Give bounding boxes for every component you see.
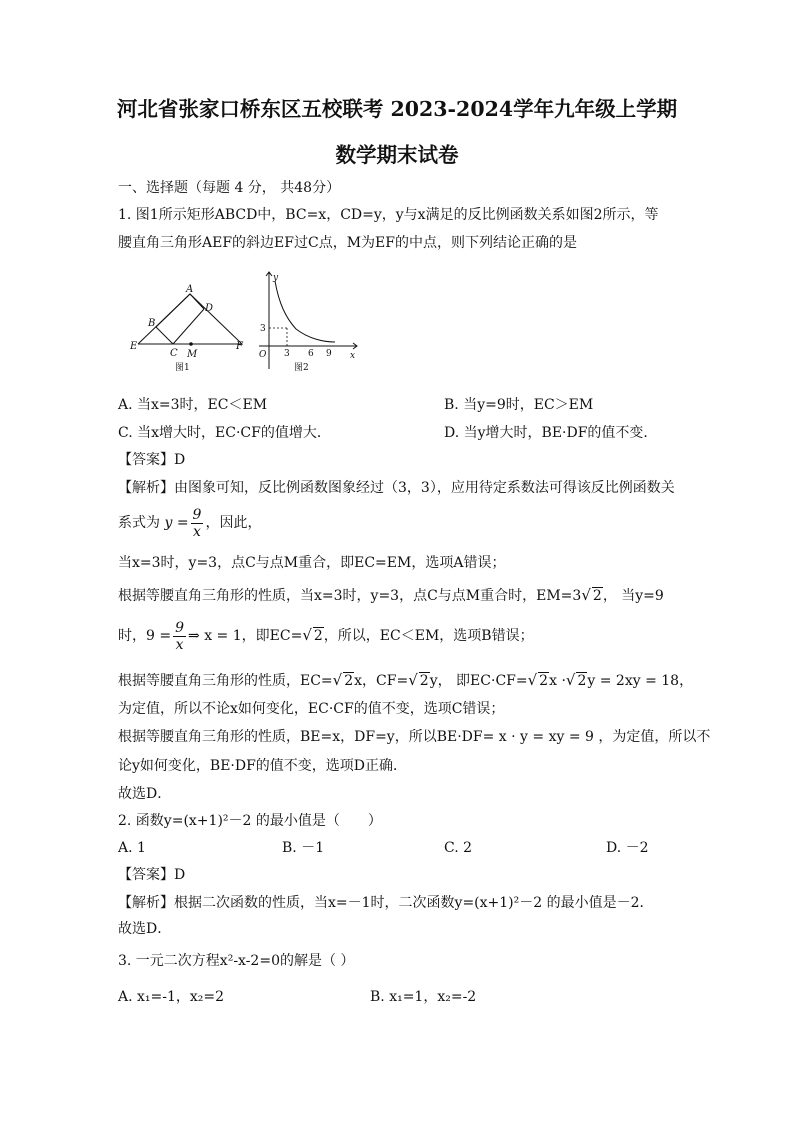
q2-conclusion: 故选D． xyxy=(118,921,172,937)
q1-option-b: B. 当y=9时，EC＞EM xyxy=(444,397,594,413)
fig1-label-f: F xyxy=(236,341,243,352)
fig2-xtick-3: 3 xyxy=(284,349,290,359)
fig1-label-c: C xyxy=(170,348,178,359)
fig1-line-BC xyxy=(156,327,173,344)
fig2-x-label: x xyxy=(350,351,356,361)
q1-analysis-line9: 论y如何变化，BE·DF的值不变，选项D正确． xyxy=(118,758,408,774)
fig2-xtick-9: 9 xyxy=(326,349,332,359)
q2-option-a: A. 1 xyxy=(118,840,146,856)
q3-option-a: A. x₁=-1，x₂=2 xyxy=(118,989,225,1005)
q1-stem-line2: 腰直角三角形AEF的斜边EF过C点，M为EF的中点，则下列结论正确的是 xyxy=(118,235,577,251)
fig1-label-d: D xyxy=(205,303,214,314)
fig1-line-BA xyxy=(156,294,190,327)
q1-figure-2 xyxy=(254,266,364,376)
q3-option-b: B. x₁=1，x₂=-2 xyxy=(370,989,477,1005)
q1-stem-line1: 1. 图1所示矩形ABCD中，BC=x，CD=y，y与x满足的反比例函数关系如图2所示，等 xyxy=(118,207,659,223)
fig1-point-m xyxy=(189,342,193,346)
fig1-label-e: E xyxy=(130,341,138,352)
q2-stem: 2. 函数y=(x+1)²－2 的最小值是（ ） xyxy=(118,813,382,829)
q2-option-b: B. －1 xyxy=(282,840,325,856)
page-title-line2: 数学期末试卷 xyxy=(335,143,459,167)
fig1-caption: 图1 xyxy=(175,363,190,373)
fig1-line-CD xyxy=(173,309,204,344)
section-heading: 一、选择题（每题 4 分， 共48分） xyxy=(118,180,341,196)
fig2-xtick-6: 6 xyxy=(308,349,314,359)
fig1-label-b: B xyxy=(148,318,156,329)
fig1-label-m: M xyxy=(187,349,198,360)
page-title-line1: 河北省张家口桥东区五校联考 2023-2024学年九年级上学期 xyxy=(116,97,678,121)
fraction-9-over-x: $\frac{9}{x}$ xyxy=(192,506,202,540)
q1-figure-1 xyxy=(128,282,253,377)
q2-answer: 【答案】D xyxy=(118,867,186,883)
q1-analysis-line7: 为定值，所以不论x如何变化，EC·CF的值不变，选项C错误； xyxy=(118,701,505,717)
q1-analysis-line5: 时，9 = $\frac{9}{x}$ ⇒ x = 1，即EC=√ 2，所以，EC＜EM，选项B错误； xyxy=(118,619,534,653)
q2-option-d: D. －2 xyxy=(606,840,649,856)
q1-analysis-line4: 根据等腰直角三角形的性质，当x=3时，y=3，点C与点M重合时，EM=3√ 2， 当y=9 xyxy=(118,586,664,604)
fig2-caption: 图2 xyxy=(294,363,309,373)
q1-analysis-line1: 【解析】由图象可知，反比例函数图象经过（3，3），应用待定系数法可得该反比例函数关 xyxy=(118,480,675,496)
q1-analysis-conclusion: 故选D． xyxy=(118,786,172,802)
fraction-9-over-x-2: $\frac{9}{x}$ xyxy=(175,619,185,653)
q1-analysis-line6: 根据等腰直角三角形的性质，EC=√ 2x，CF=√ 2y， 即EC·CF=√ 2x ·√ 2y = 2xy = 18， xyxy=(118,671,694,689)
q1-option-c: C. 当x增大时，EC·CF的值增大． xyxy=(118,425,331,441)
fig2-origin: O xyxy=(259,350,267,360)
fig2-hyperbola xyxy=(275,281,335,342)
fig2-ytick-3: 3 xyxy=(260,324,266,334)
fig2-y-label: y xyxy=(273,273,279,283)
fig1-line-DA xyxy=(190,294,204,309)
q1-analysis-line8: 根据等腰直角三角形的性质，BE=x，DF=y，所以BE·DF= x · y = xy = 9 ，为定值，所以不 xyxy=(118,729,711,745)
q1-analysis-line2: 系式为 y = $\frac{9}{x}$ ，因此， xyxy=(118,506,262,540)
q1-answer: 【答案】D xyxy=(118,452,186,468)
q2-option-c: C. 2 xyxy=(444,840,473,856)
q3-stem: 3. 一元二次方程x²-x-2=0的解是（ ） xyxy=(118,953,355,969)
q1-option-a: A. 当x=3时，EC＜EM xyxy=(118,397,268,413)
q2-analysis: 【解析】根据二次函数的性质，当x=－1时，二次函数y=(x+1)²－2 的最小值是－2． xyxy=(118,895,654,911)
fig1-label-a: A xyxy=(186,284,194,295)
q1-option-d: D. 当y增大时，BE·DF的值不变． xyxy=(444,425,658,441)
q1-analysis-line3: 当x=3时，y=3，点C与点M重合，即EC=EM，选项A错误； xyxy=(118,555,506,571)
